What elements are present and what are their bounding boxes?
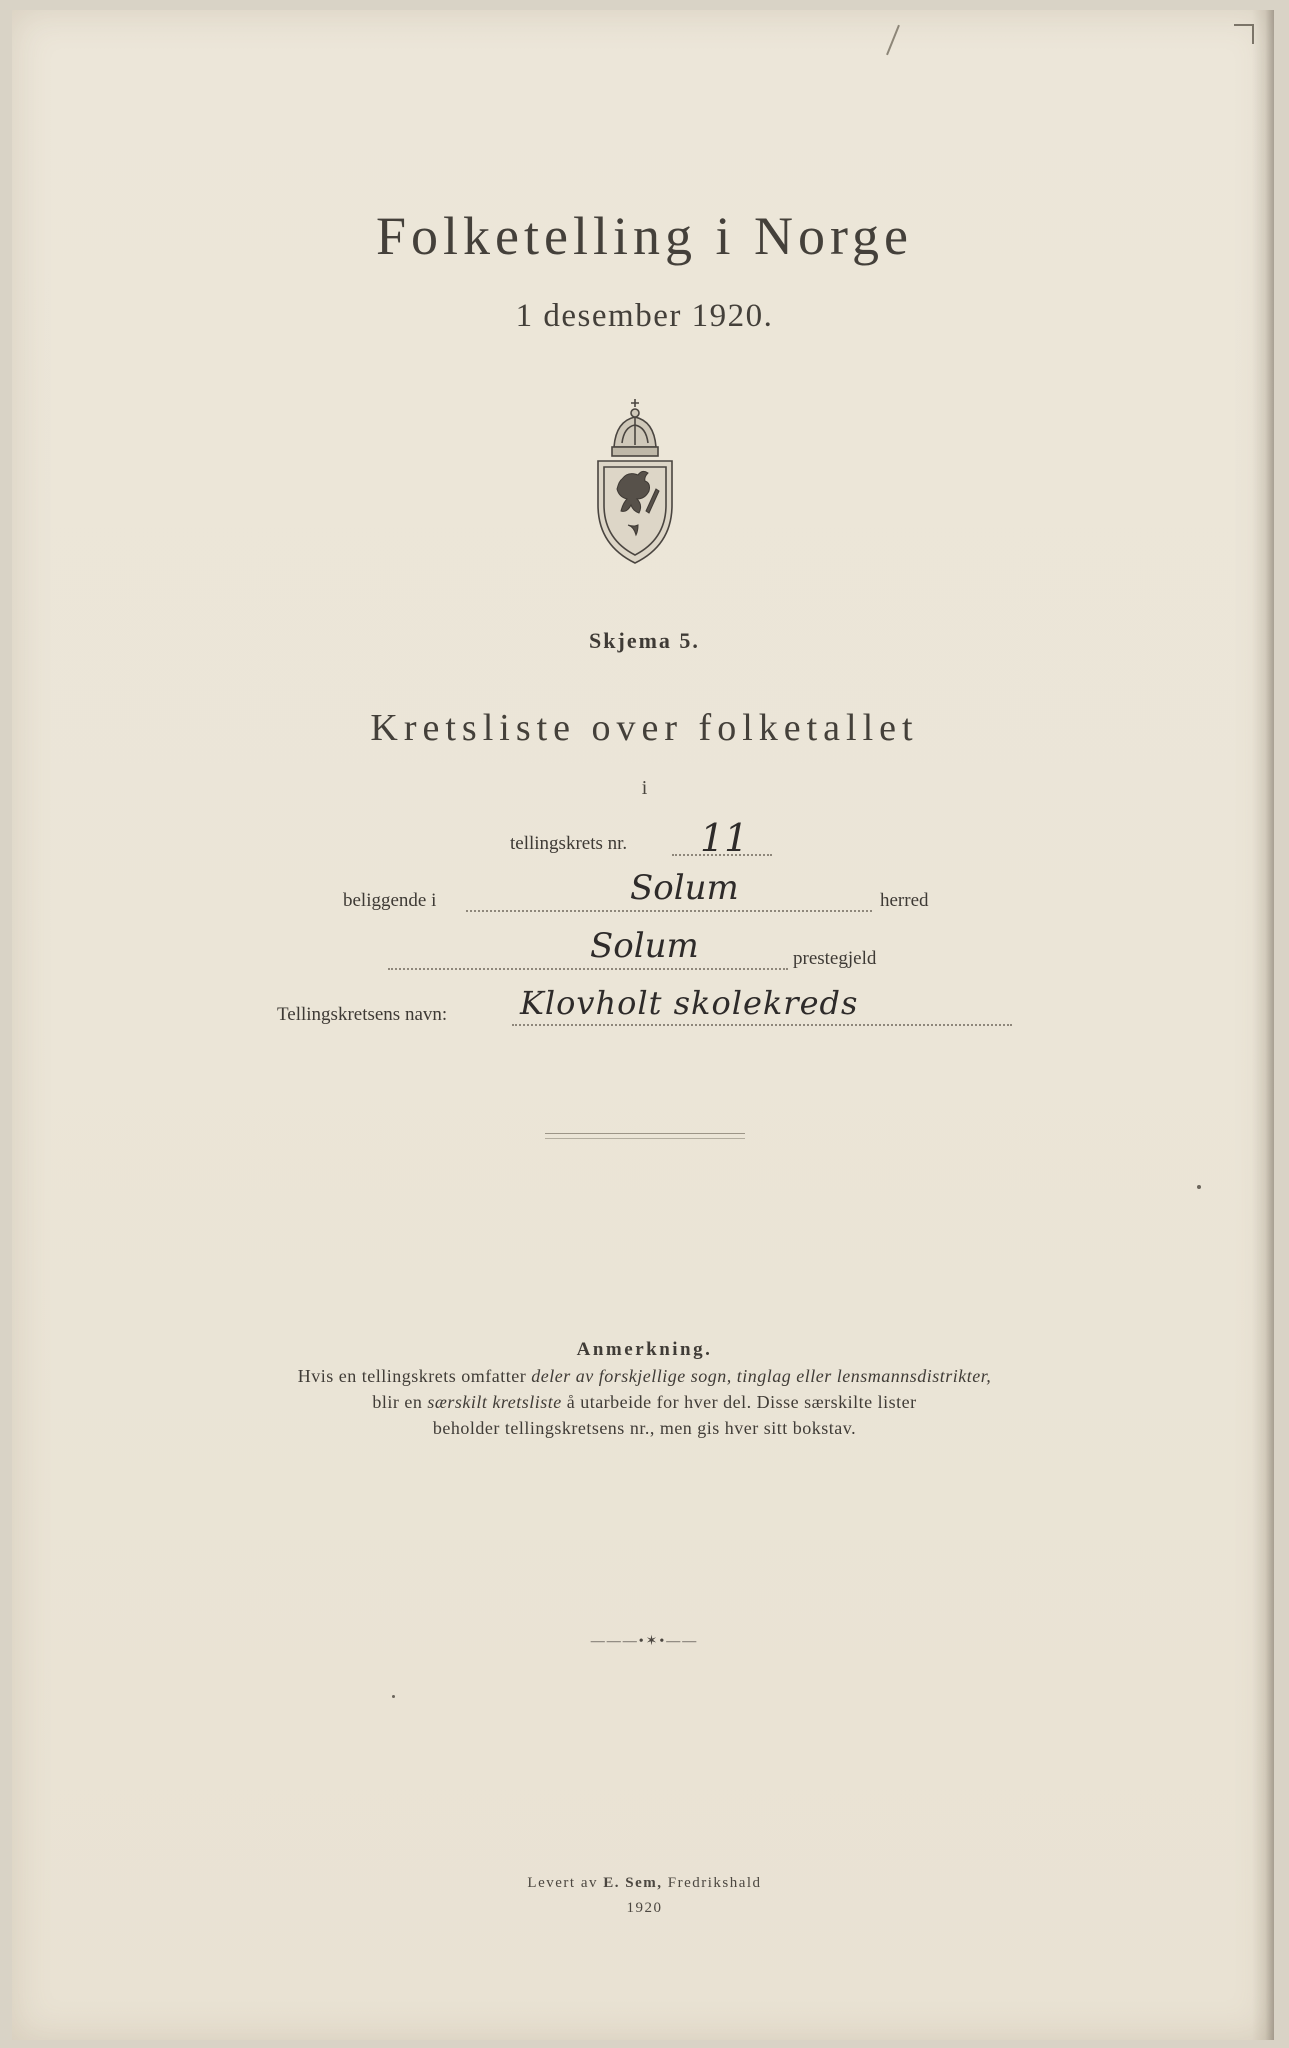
krets-navn-handwritten: Klovholt skolekreds [520,984,859,1022]
remark-line-1-italic: deler av forskjellige sogn, tinglag eller lensmannsdistrikter, [531,1366,992,1386]
remark-heading: Anmerkning. [576,1339,713,1360]
krets-navn-dotline [512,1024,1012,1026]
separator-rule-inner [545,1138,745,1139]
printer-year: 1920 [626,1900,663,1916]
remark-line-3: beholder tellingskretsens nr., men gis hver sitt bokstav. [432,1418,857,1438]
printer-name: E. Sem, [603,1875,663,1891]
paper-speck [1197,1185,1201,1189]
form-subtitle: Kretsliste over folketallet [370,707,919,749]
norwegian-coat-of-arms-icon [592,395,678,565]
tellingskrets-label: tellingskrets nr. [510,833,628,854]
remark-line-1-plain: Hvis en tellingskrets omfatter [297,1366,532,1386]
printer-line [0,1875,1289,1892]
corner-mark [1234,24,1254,44]
pencil-mark [886,25,900,55]
remark-line-2-italic: særskilt kretsliste [427,1392,562,1412]
remark-line-2-plain-b: å utarbeide for hver del. Disse særskilte lister [561,1392,917,1412]
tellingskrets-number-handwritten: 11 [700,816,749,860]
paper-speck [392,1695,395,1698]
prestegjeld-handwritten: Solum [590,926,699,966]
printer-place: Fredrikshald [662,1875,762,1891]
beliggende-label: beliggende i [343,890,437,911]
connector-word: i [641,777,648,799]
remark-line-2 [0,1392,1289,1413]
separator-rule [545,1133,745,1134]
printer-prefix: Levert av [527,1875,604,1891]
prestegjeld-suffix: prestegjeld [793,948,877,969]
herred-dotline [466,910,872,912]
document-date: 1 desember 1920. [515,298,774,334]
herred-suffix: herred [880,890,929,911]
krets-navn-label: Tellingskretsens navn: [277,1004,448,1025]
remark-line-1 [0,1366,1289,1387]
schema-number: Skjema 5. [589,628,700,653]
document-title: Folketelling i Norge [376,206,913,266]
herred-handwritten: Solum [630,868,739,908]
remark-line-2-plain-a: blir en [372,1392,428,1412]
ornament-divider: ———•✶•—— [590,1634,699,1649]
prestegjeld-dotline [388,968,788,970]
